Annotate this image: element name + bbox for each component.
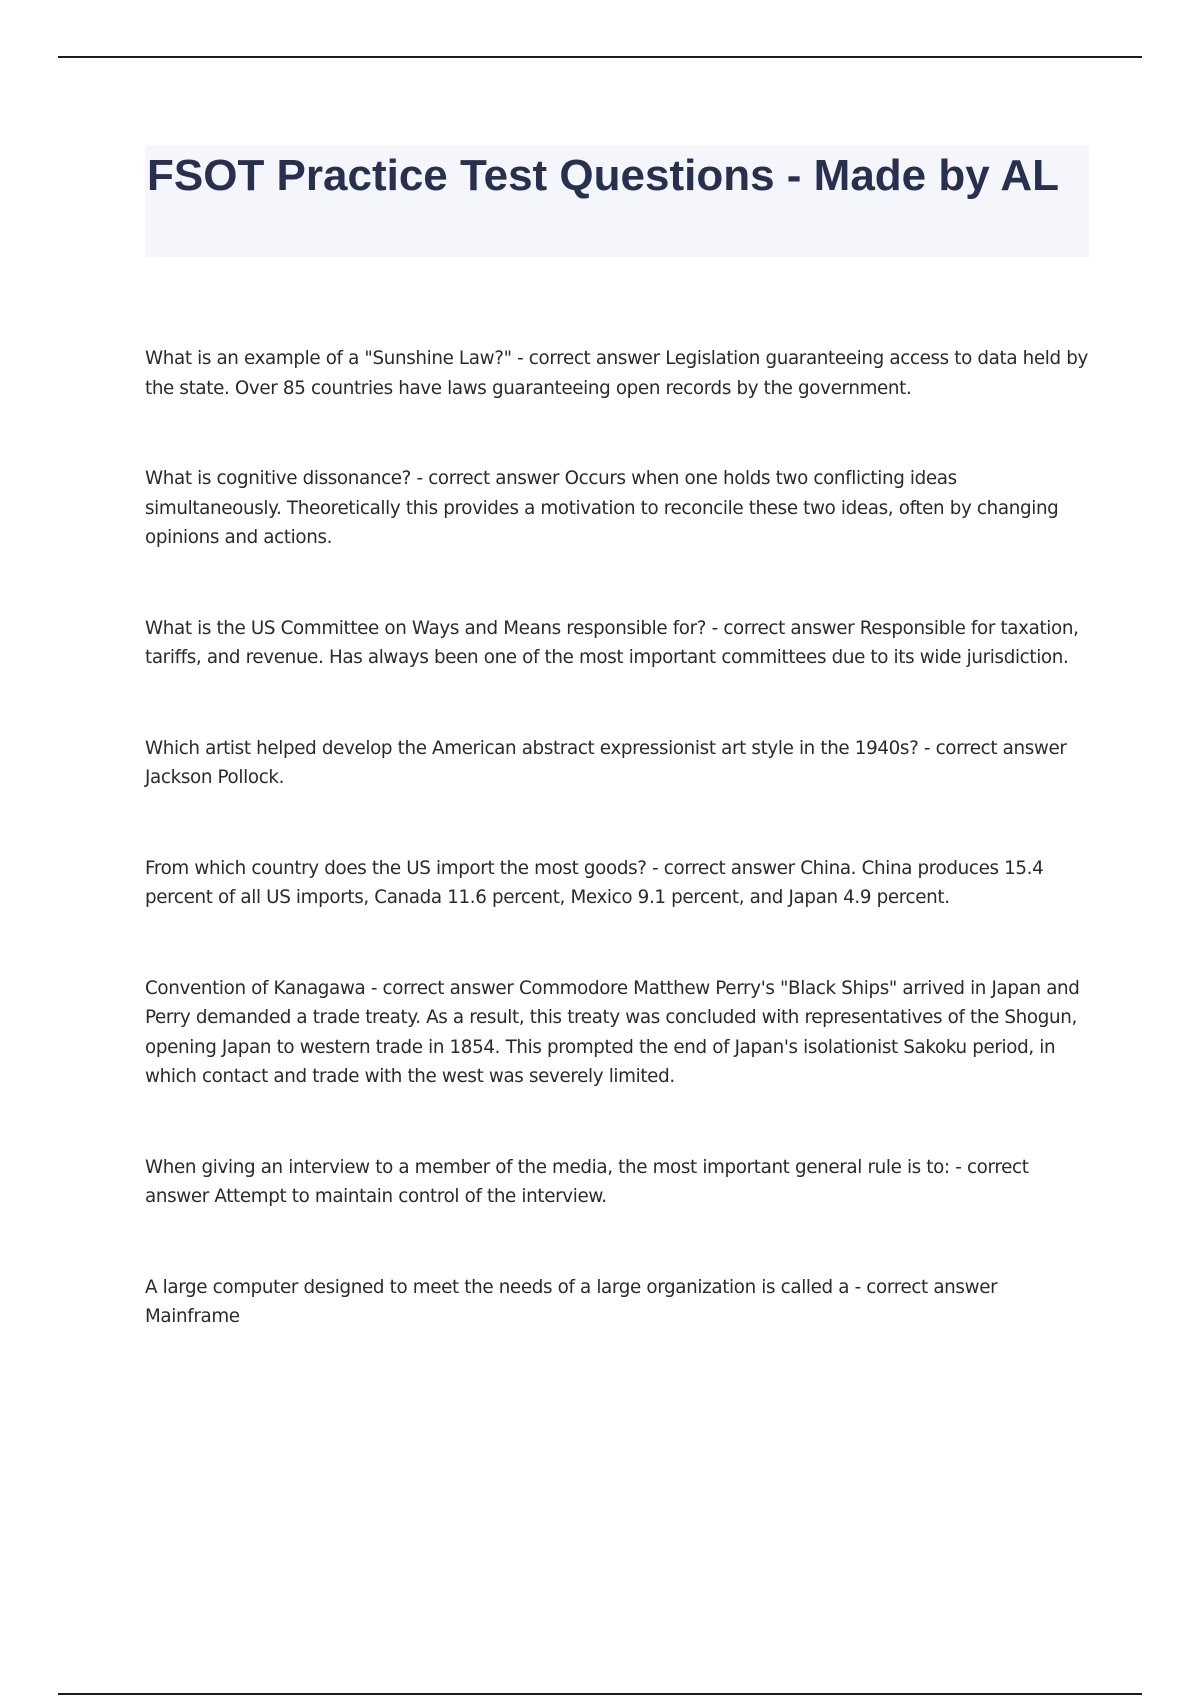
top-rule [58, 56, 1142, 58]
question-text: When giving an interview to a member of the media, the most important general rule is to: [145, 1156, 950, 1178]
qa-item-ways-and-means [145, 614, 1090, 673]
answer-text: Mainframe [145, 1306, 240, 1327]
title-banner [145, 145, 1089, 257]
document-title: FSOT Practice Test Questions - Made by AL [147, 151, 1059, 200]
qa-item-sunshine-law [145, 344, 1090, 403]
answer-text: Occurs when one holds two conflicting ideas simultaneously. Theoretically this provides a motivation to reconcile these two ideas, often by changing opinions and actions. [145, 468, 1059, 548]
question-text: What is an example of a "Sunshine Law?" [145, 348, 512, 369]
question-text: What is cognitive dissonance? [145, 468, 412, 489]
question-text: A large computer designed to meet the needs of a large organization is called a [145, 1276, 850, 1298]
answer-separator: - correct answer [411, 468, 565, 489]
qa-list [145, 344, 1090, 1393]
bottom-rule [58, 1693, 1142, 1695]
answer-text: Commodore Matthew Perry's "Black Ships" arrived in Japan and Perry demanded a trade treaty. As a result, this treaty was concluded with representatives of the Shogun, opening Japan to western trade in 1854. This prompted the end of Japan's isolationist Sakoku period, in which contact and trade with the west was severely limited. [145, 977, 1080, 1087]
answer-separator: - correct answer [918, 737, 1067, 759]
question-text: Convention of Kanagawa [145, 977, 366, 999]
answer-separator: - correct answer [145, 1156, 1029, 1207]
qa-item-us-imports [145, 854, 1090, 913]
answer-separator: - correct answer [511, 348, 666, 369]
answer-separator: - correct answer [706, 617, 860, 639]
answer-separator: - correct answer [365, 977, 519, 999]
answer-text: Attempt to maintain control of the interview. [214, 1186, 607, 1207]
answer-text: China. China produces 15.4 percent of all US imports, Canada 11.6 percent, Mexico 9.1 percent, and Japan 4.9 percent. [145, 857, 1044, 908]
question-text: Which artist helped develop the American abstract expressionist art style in the 1940s? [145, 737, 919, 759]
qa-item-abstract-expressionism [145, 734, 1090, 793]
answer-text: Legislation guaranteeing access to data held by the state. Over 85 countries have laws guaranteeing open records by the government. [145, 348, 1088, 399]
question-text: From which country does the US import the most goods? [145, 857, 647, 879]
qa-item-kanagawa [145, 974, 1090, 1092]
answer-separator: - correct answer [849, 1276, 998, 1298]
qa-item-mainframe [145, 1273, 1090, 1332]
question-text: What is the US Committee on Ways and Means responsible for? [145, 617, 707, 639]
answer-text: Jackson Pollock. [145, 767, 285, 788]
qa-item-media-interview [145, 1153, 1090, 1212]
answer-separator: - correct answer [646, 857, 801, 879]
answer-text: Responsible for taxation, tariffs, and revenue. Has always been one of the most important committees due to its wide jurisdiction. [145, 617, 1079, 668]
qa-item-cognitive-dissonance [145, 464, 1090, 553]
